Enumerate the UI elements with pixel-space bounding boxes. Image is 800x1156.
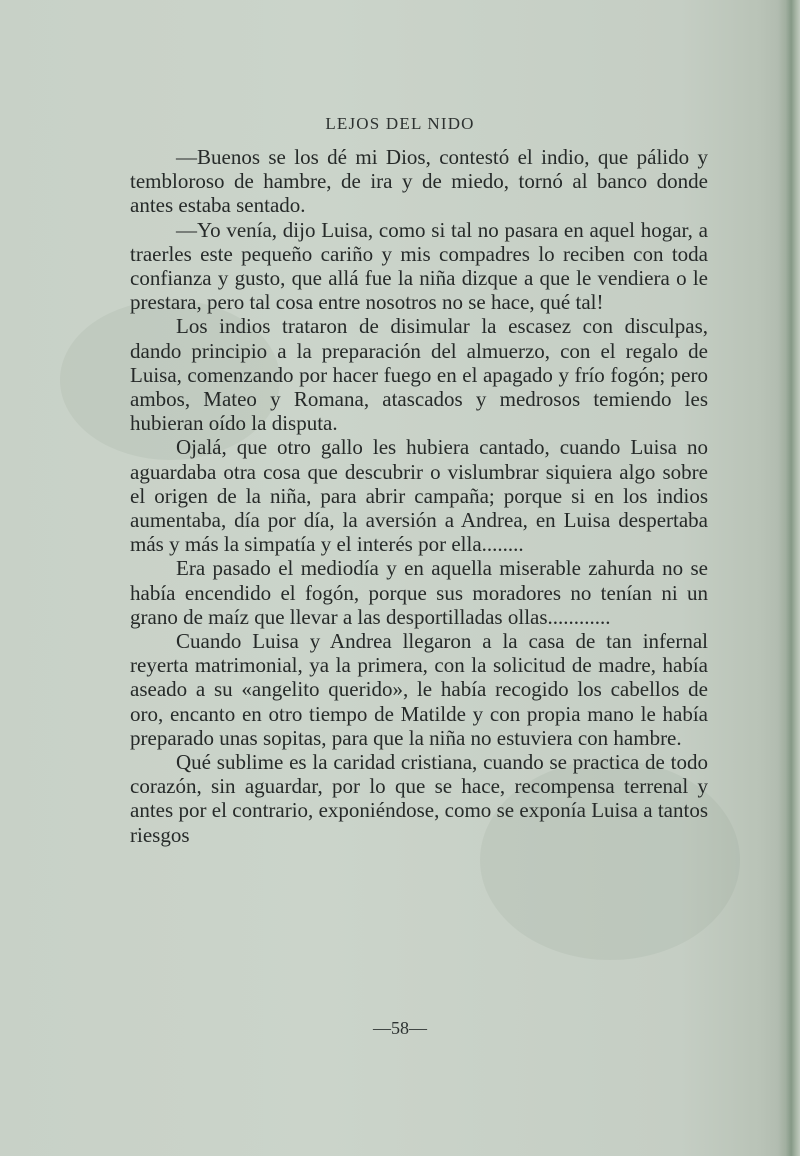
paragraph: Qué sublime es la caridad cristiana, cuando se practica de todo corazón, sin aguardar, por lo que se hace, recompensa terrenal y antes por el contrario, exponiéndose, como se exponía Luisa a tantos riesgos [130,750,708,847]
paragraph: Ojalá, que otro gallo les hubiera cantado, cuando Luisa no aguardaba otra cosa que descubrir o vislumbrar siquiera algo sobre el origen de la niña, para abrir campaña; porque si en los indios aumentaba, día por día, la aversión a Andrea, en Luisa despertaba más y más la simpatía y el interés por ella........ [130,435,708,557]
paragraph: Era pasado el mediodía y en aquella miserable zahurda no se había encendido el fogón, porque sus moradores no tenían ni un grano de maíz que llevar a las desportilladas ollas............ [130,556,708,629]
page-number: —58— [373,1018,427,1038]
paragraph: —Buenos se los dé mi Dios, contestó el indio, que pálido y tembloroso de hambre, de ira y de miedo, tornó al banco donde antes estaba sentado. [130,145,708,218]
paragraph: Los indios trataron de disimular la escasez con disculpas, dando principio a la preparación del almuerzo, con el regalo de Luisa, comenzando por hacer fuego en el apagado y frío fogón; pero ambos, Mateo y Romana, atascados y medrosos temiendo les hubieran oído la disputa. [130,314,708,436]
body-text [130,145,708,847]
paragraph: —Yo venía, dijo Luisa, como si tal no pasara en aquel hogar, a traerles este pequeño cariño y mis compadres lo reciben con toda confianza y gusto, que allá fue la niña dizque a que le vendiera o le prestara, pero tal cosa entre nosotros no se hace, qué tal! [130,217,708,315]
running-head: LEJOS DEL NIDO [325,114,475,133]
paragraph: Cuando Luisa y Andrea llegaron a la casa de tan infernal reyerta matrimonial, ya la primera, con la solicitud de madre, había aseado a su «angelito querido», le había recogido los cabellos de oro, encanto en otro tiempo de Matilde y con propia mano le había preparado unas sopitas, para que la niña no estuviera con hambre. [130,629,708,750]
page-edge [778,0,800,1156]
